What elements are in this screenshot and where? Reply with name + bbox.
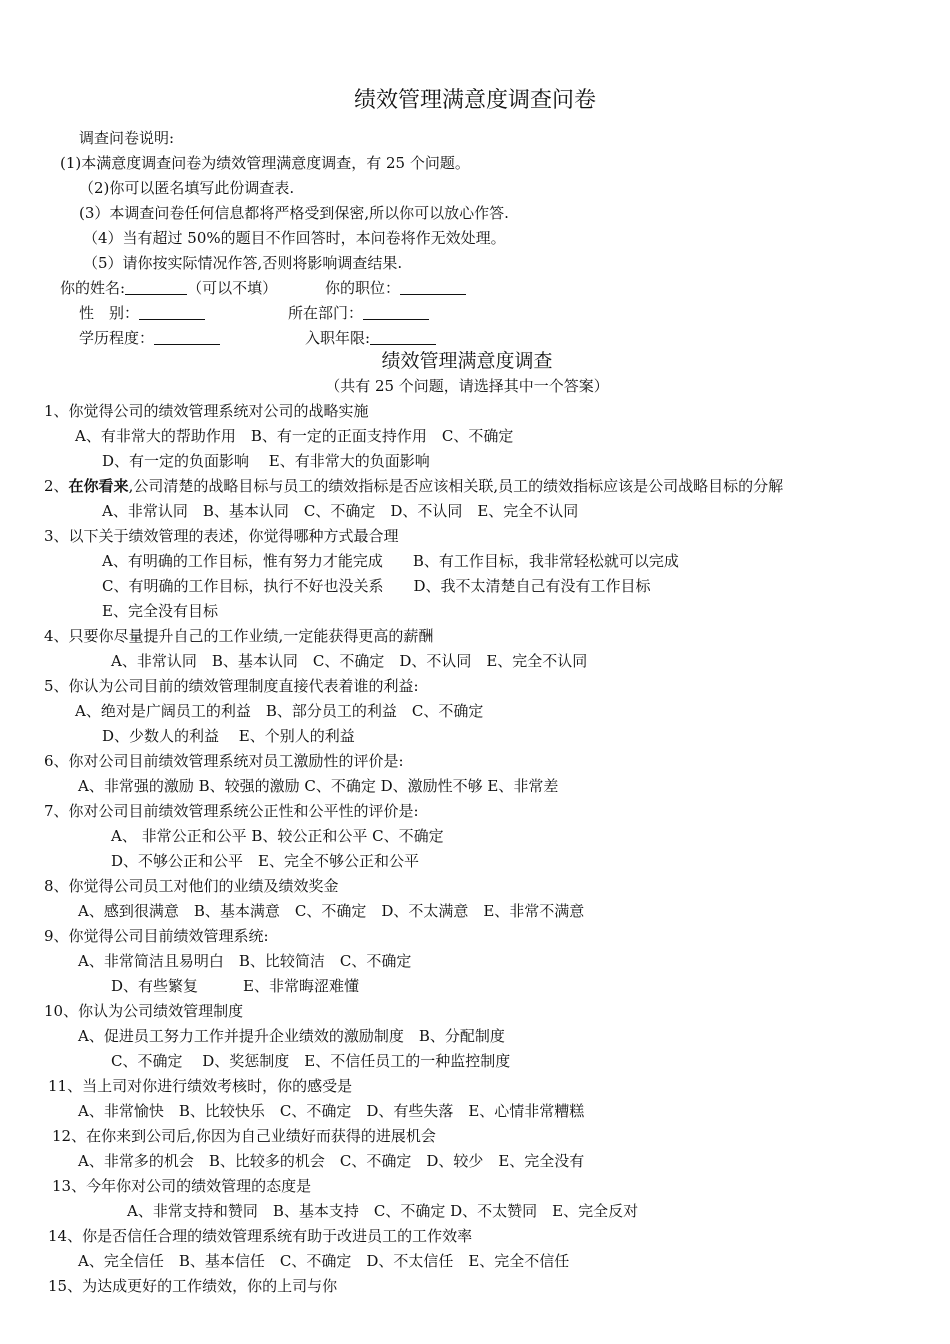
question-5-options[interactable]: A、绝对是广阔员工的利益 B、部分员工的利益 C、不确定 — [75, 702, 484, 720]
question-10: 10、你认为公司绩效管理制度 — [44, 1002, 244, 1020]
department-label: 所在部门： — [288, 304, 364, 322]
question-14-options[interactable]: A、完全信任 B、基本信任 C、不确定 D、不太信任 E、完全不信任 — [78, 1252, 570, 1270]
question-3-options[interactable]: A、有明确的工作目标，惟有努力才能完成 B、有工作目标，我非常轻松就可以完成 — [102, 552, 679, 570]
intro-heading: 调查问卷说明: — [79, 129, 175, 147]
gender-label: 性 别： — [79, 304, 140, 322]
question-7-options[interactable]: D、不够公正和公平 E、完全不够公正和公平 — [111, 852, 419, 870]
question-1: 1、你觉得公司的绩效管理系统对公司的战略实施 — [44, 402, 369, 420]
position-label: 你的职位： — [325, 279, 401, 297]
question-4: 4、只要你尽量提升自己的工作业绩,一定能获得更高的薪酬 — [44, 627, 434, 645]
name-field-row — [60, 278, 277, 298]
intro-item: (3）本调查问卷任何信息都将严格受到保密,所以你可以放心作答. — [79, 204, 509, 222]
question-1-options[interactable]: D、有一定的负面影响 E、有非常大的负面影响 — [102, 452, 430, 470]
question-14: 14、你是否信任合理的绩效管理系统有助于改进员工的工作效率 — [48, 1227, 473, 1245]
gender-blank[interactable] — [139, 305, 205, 320]
years-label: 入职年限: — [305, 329, 371, 347]
department-blank[interactable] — [363, 305, 429, 320]
question-9-options[interactable]: A、非常简洁且易明白 B、比较简洁 C、不确定 — [78, 952, 412, 970]
education-label: 学历程度： — [79, 329, 155, 347]
position-blank[interactable] — [400, 280, 466, 295]
question-3: 3、以下关于绩效管理的表述，你觉得哪种方式最合理 — [44, 527, 399, 545]
question-11-options[interactable]: A、非常愉快 B、比较快乐 C、不确定 D、有些失落 E、心情非常糟糕 — [78, 1102, 585, 1120]
question-10-options[interactable]: C、不确定 D、奖惩制度 E、不信任员工的一种监控制度 — [111, 1052, 511, 1070]
name-label: 你的姓名: — [60, 279, 126, 297]
question-8: 8、你觉得公司员工对他们的业绩及绩效奖金 — [44, 877, 339, 895]
question-7: 7、你对公司目前绩效管理系统公正性和公平性的评价是: — [44, 802, 419, 820]
intro-item: （4）当有超过 50%的题目不作回答时，本问卷将作无效处理。 — [83, 229, 506, 247]
question-15: 15、为达成更好的工作绩效，你的上司与你 — [48, 1277, 338, 1295]
question-13: 13、今年你对公司的绩效管理的态度是 — [52, 1177, 312, 1195]
position-field-row — [325, 278, 466, 298]
question-6: 6、你对公司目前绩效管理系统对员工激励性的评价是: — [44, 752, 404, 770]
question-6-options[interactable]: A、非常强的激励 B、较强的激励 C、不确定 D、激励性不够 E、非常差 — [78, 777, 559, 795]
years-blank[interactable] — [370, 330, 436, 345]
section-note: （共有 25 个问题，请选择其中一个答案） — [325, 377, 609, 395]
question-8-options[interactable]: A、感到很满意 B、基本满意 C、不确定 D、不太满意 E、非常不满意 — [78, 902, 585, 920]
question-13-options[interactable]: A、非常支持和赞同 B、基本支持 C、不确定 D、不太赞同 E、完全反对 — [127, 1202, 639, 1220]
question-9: 9、你觉得公司目前绩效管理系统: — [44, 927, 269, 945]
question-2-emphasis: 在你看来 — [68, 477, 129, 495]
question-7-options[interactable]: A、 非常公正和公平 B、较公正和公平 C、不确定 — [111, 827, 444, 845]
question-12-options[interactable]: A、非常多的机会 B、比较多的机会 C、不确定 D、较少 E、完全没有 — [78, 1152, 585, 1170]
question-11: 11、当上司对你进行绩效考核时，你的感受是 — [48, 1077, 353, 1095]
question-5-options[interactable]: D、少数人的利益 E、个别人的利益 — [102, 727, 355, 745]
question-2-prefix: 2、 — [44, 477, 69, 495]
name-blank[interactable] — [125, 280, 187, 295]
section-title: 绩效管理满意度调查 — [381, 350, 553, 372]
intro-item: （2)你可以匿名填写此份调查表. — [79, 179, 295, 197]
question-12: 12、在你来到公司后,你因为自己业绩好而获得的进展机会 — [52, 1127, 436, 1145]
education-field-row — [79, 328, 220, 348]
name-hint: （可以不填） — [187, 279, 278, 297]
education-blank[interactable] — [154, 330, 220, 345]
question-1-options[interactable]: A、有非常大的帮助作用 B、有一定的正面支持作用 C、不确定 — [75, 427, 514, 445]
question-10-options[interactable]: A、促进员工努力工作并提升企业绩效的激励制度 B、分配制度 — [78, 1027, 505, 1045]
question-5: 5、你认为公司目前的绩效管理制度直接代表着谁的利益: — [44, 677, 419, 695]
question-4-options[interactable]: A、非常认同 B、基本认同 C、不确定 D、不认同 E、完全不认同 — [111, 652, 588, 670]
question-9-options[interactable]: D、有些繁复 E、非常晦涩难懂 — [111, 977, 359, 995]
question-2 — [44, 476, 783, 496]
question-2-text: ,公司清楚的战略目标与员工的绩效指标是否应该相关联,员工的绩效指标应该是公司战略目标的分解 — [128, 477, 784, 495]
document-title: 绩效管理满意度调查问卷 — [353, 88, 596, 113]
intro-item: （5）请你按实际情况作答,否则将影响调查结果. — [83, 254, 403, 272]
question-3-options[interactable]: E、完全没有目标 — [102, 602, 218, 620]
gender-field-row — [79, 303, 205, 323]
question-3-options[interactable]: C、有明确的工作目标，执行不好也没关系 D、我不太清楚自己有没有工作目标 — [102, 577, 651, 595]
department-field-row — [288, 303, 429, 323]
intro-item: (1)本满意度调查问卷为绩效管理满意度调查，有 25 个问题。 — [60, 154, 470, 172]
question-2-options[interactable]: A、非常认同 B、基本认同 C、不确定 D、不认同 E、完全不认同 — [102, 502, 579, 520]
years-field-row — [305, 328, 436, 348]
